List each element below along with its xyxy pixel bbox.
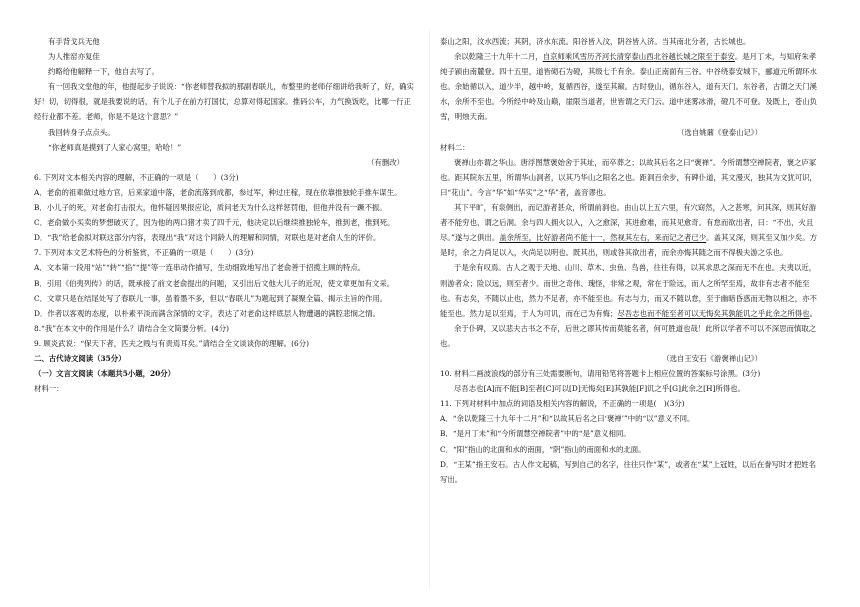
question-11-option-d: D．“王某”指王安石。古人作文起稿，写到自己的名字，往往只作“某”，或者在“某”上冠姓，以后在誊写时才把姓名写出。 — [440, 459, 816, 484]
text-run: 其下平旷，有泉侧出，而记游者甚众，所谓前洞也。由山以上五六里，有穴窈然，入之甚寒，问其深，则其好游者不能穷也，谓之后洞。余与四人拥火以入，入之愈深，其进愈难，而其见愈奇。有怠而欲出者，曰：“不出，火且尽。”遂与之俱出。 — [440, 203, 817, 243]
question-10-text: 尽吾志也[A]而不能[B]至者[C]可以[D]无悔矣[E]其孰能[F]讥之乎[G]此余之[H]所得也。 — [454, 384, 745, 394]
text-run: 余以乾隆三十九年十二月， — [454, 52, 543, 62]
material-1-text — [440, 49, 822, 124]
question-9: 9. 顾炎武说：“保天下者，匹夫之贱与有责焉耳矣。”请结合全文谈谈你的理解。(6分) — [34, 338, 310, 348]
question-8: 8.“我”在本文中的作用是什么？请结合全文简要分析。(4分) — [34, 323, 230, 333]
question-11-option-c: C．“阳”指山的北面和水的南面，“阴”指山的南面和水的北面。 — [440, 444, 646, 454]
material-2-label: 材料二： — [440, 142, 470, 152]
material-2-text — [440, 260, 822, 320]
material-1-text: 泰山之阳，汶水西流；其阴，济水东流。阳谷皆入汶，阴谷皆入济。当其南北分者，古长城也。 — [440, 37, 751, 46]
question-6-option-a: A．老俞的祖辈做过地方官，后来家道中落，老俞流落到成都，参过军，种过庄稼，现在依靠推独轮手推车谋生。 — [34, 187, 402, 197]
couplet-line-1: 有手背戈兵无他 — [48, 37, 100, 46]
question-6-option-b: B．小儿子的死，对老俞打击很大，他怀疑因果报应论，质问老天为什么这样惩罚他，但他并没有一蹶不振。 — [34, 203, 387, 213]
text-run: 。 — [809, 308, 817, 318]
material-2-source: （选自王安石《游褒禅山记》） — [662, 353, 762, 363]
question-11-option-a: A．“余以乾隆三十九年十二月”和“以故其后名之曰‘褒禅’”中的“以”意义不同。 — [440, 414, 695, 424]
question-10: 10. 材料二画波浪线的部分有三处需要断句，请用铅笔将答题卡上相应位置的答案标号涂黑。(3分) — [440, 369, 761, 379]
material-1-label: 材料一： — [34, 384, 64, 394]
question-7-option-b: B．引用《伯夷列传》的话，既承接了前文老俞提出的问题，又引出后文他大儿子的近况，使文章更加有文采。 — [34, 278, 395, 288]
underlined-passage: 盖余所至，比好游者尚不能十一，然视其左右，来而记之者已少 — [499, 233, 707, 243]
story-paragraph: 我回转身子点点头。 — [48, 127, 115, 137]
section-heading: 二、古代诗文阅读（35分） — [34, 353, 126, 363]
story-source: （有删改） — [367, 157, 404, 167]
question-6-option-d: D．“我”给老俞拟对联这部分内容，表现出“我”对这个同龄人的理解和同情，对联也是对老俞人生的评价。 — [34, 233, 381, 243]
story-paragraph: 约略给他解释一下，他自去写了。 — [48, 67, 159, 77]
question-11-option-b: B．“是月丁未”和“今所谓慧空禅院者”中的“是”意义相同。 — [440, 429, 631, 439]
question-7-stem: 7. 下列对本文艺术特色的分析鉴赏，不正确的一项是（ ）(3分) — [34, 248, 254, 258]
column-divider — [429, 30, 430, 590]
text-run: 。是月丁未，与知府朱孝纯子颍由南麓登。四十五里，道皆砌石为磴，其级七千有余。泰山正南面有三谷。中谷绕泰安城下，郦道元所谓环水也。余始循以入，道少半，越中岭，复循西谷，遂至其巅。古时登山，循东谷入，道有天门。东谷者，古谓之天门溪水，余所不至也。今所经中岭及山巅，崖限当道者，世皆谓之天门云。道中迷雾冰滑，磴几不可登。及既上，苍山负雪，明烛天南。 — [440, 52, 817, 122]
material-2-text: 余于仆碑，又以悲夫古书之不存，后世之谬其传而莫能名者，何可胜道也哉！此所以学者不可以不深思而慎取之也。 — [440, 323, 817, 348]
wavy-underlined-passage: 尽吾志也而不能至者可以无悔矣其孰能讥之乎此余之所得也 — [617, 308, 810, 318]
question-7-option-a: A．文本第一段用“站”“转”“掐”“提”等一连串动作描写，生动细致地写出了老俞善于招揽主顾的特点。 — [34, 263, 366, 273]
story-paragraph: 有一回我文堂他的年，他提起步子说说：“你老师替我拟的那副春联儿，布整里的老师仔细讲给我听了，好，确实好！切，切得很，就是我要说的话，有个儿子在前方打国仗，总算对得起国家。推码公车，力气换饭吃，比哪一行正经行业都不差。老师，你是不是这个意思？” — [34, 82, 414, 122]
question-6-stem: 6. 下列对文本相关内容的理解，不正确的一项是（ ）(3分) — [34, 172, 239, 182]
question-6-option-c: C．老俞做小买卖的梦想破灭了，因为他的两口猪才卖了四千元，他决定以后继续推独轮车，推到老，推到死。 — [34, 218, 395, 228]
question-11-stem: 11. 下列对材料中加点的词语及相关内容的解说，不正确的一项是( )(3分) — [440, 399, 685, 409]
couplet-line-2: 为人推窑亦复佳 — [48, 52, 100, 62]
text-run: 。盖其又深，则其至又加少矣。方是时，余之力尚足以入，火尚足以明也。既其出，则或咎其欲出者，而余亦悔其随之而不得极夫游之乐也。 — [440, 233, 818, 258]
left-column — [34, 34, 418, 396]
story-paragraph: “你老师真是摸到了人家心窝里，哈哈！” — [48, 142, 182, 152]
subsection-heading: （一）文言文阅读（本题共5小题，20分） — [34, 369, 176, 379]
question-7-option-d: D．作者以客观的态度，以朴素平淡而满含深情的文字，表达了对老俞这样底层人物遭遇的满腔悲悯之情。 — [34, 308, 380, 318]
underlined-passage: 自京师乘风雪历齐河长清穿泰山西北谷越长城之限至于泰安 — [542, 52, 735, 62]
right-column — [440, 34, 822, 487]
material-1-source: （选自姚鼐《登泰山记》） — [677, 127, 762, 137]
material-2-text — [440, 200, 822, 260]
text-run: 于是余有叹焉。古人之观于天地、山川、草木、虫鱼、鸟兽，往往有得，以其求思之深而无不在也。夫夷以近，则游者众；险以远，则至者少。而世之奇伟、瑰怪，非常之观，常在于险远，而人之所罕至焉，故非有志者不能至也。有志矣，不随以止也，然力不足者，亦不能至也。有志与力，而又不随以怠，至于幽暗昏惑而无物以相之，亦不能至也。然力足以至焉，于人为可讥，而在己为有悔； — [440, 263, 817, 318]
material-2-text: 褒禅山亦谓之华山。唐浮图慧褒始舍于其址，而卒葬之；以故其后名之曰“褒禅”。今所谓慧空禅院者，褒之庐冢也。距其院东五里，所谓华山洞者，以其乃华山之阳名之也。距洞百余步，有碑仆道，其文漫灭，独其为文犹可识，曰“花山”。今言“华”如“华实”之“华”者，盖音谬也。 — [440, 157, 817, 197]
question-7-option-c: C．文章只是在结尾处写了春联儿一事，虽着墨不多，但以“春联儿”为题起到了凝聚全篇、揭示主旨的作用。 — [34, 293, 388, 303]
